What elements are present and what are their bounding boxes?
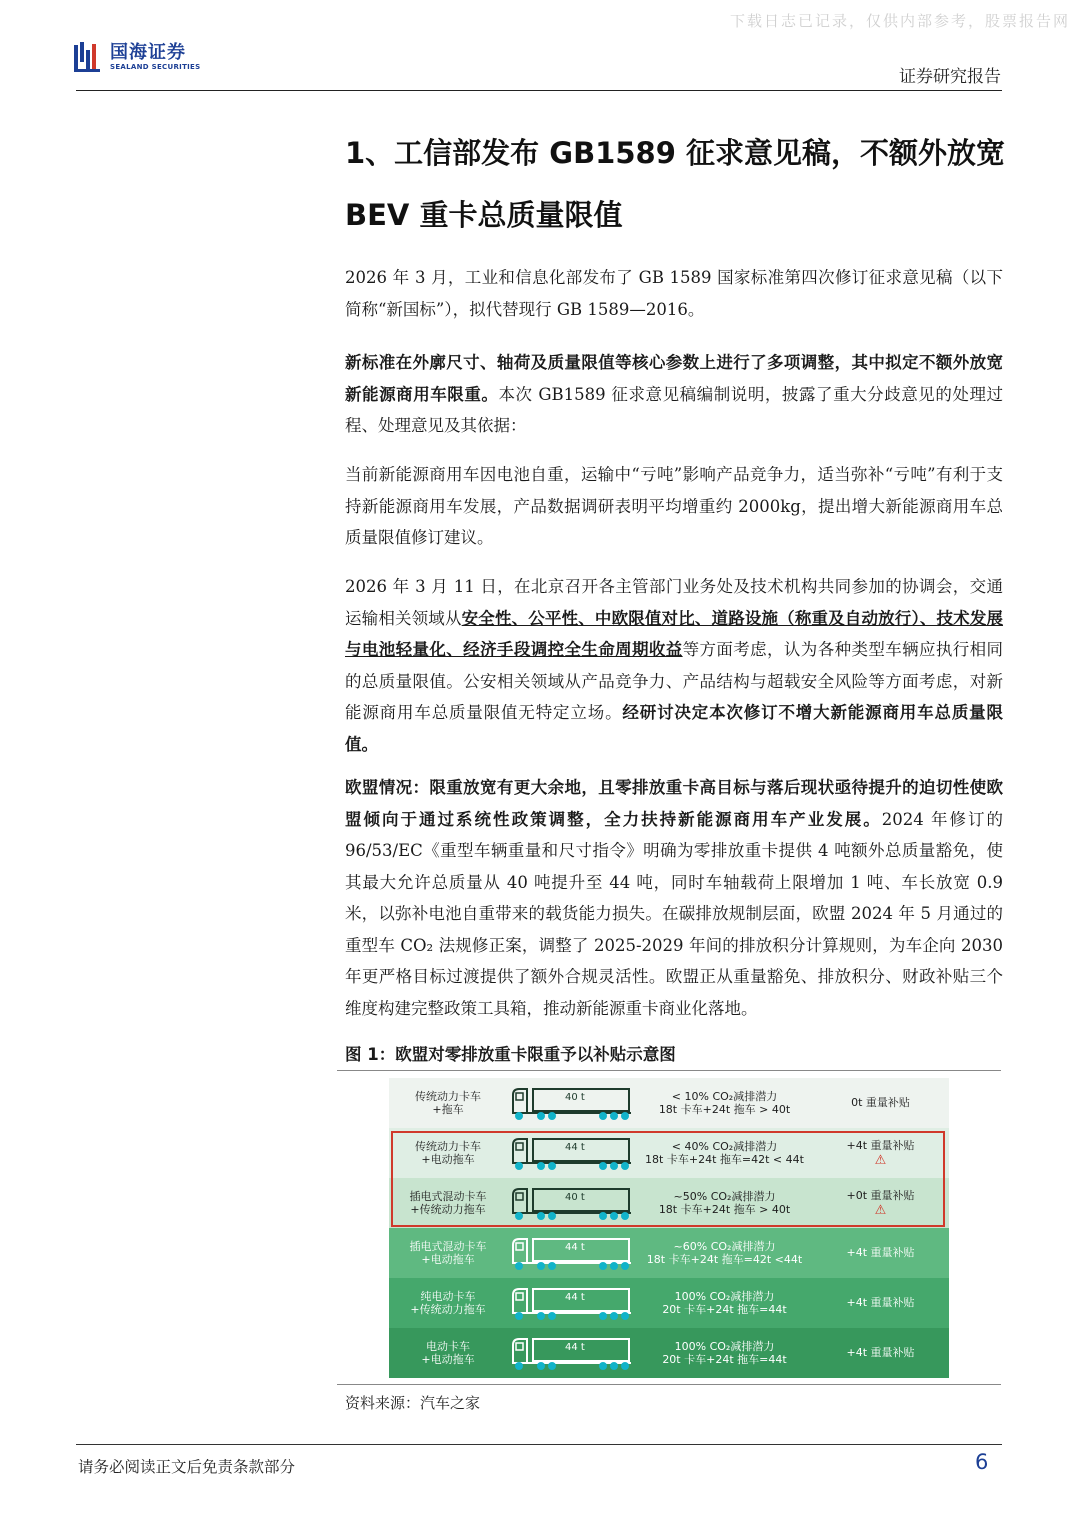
paragraph-3: 当前新能源商用车因电池自重，运输中“亏吨”影响产品竞争力，适当弥补“亏吨”有利于支持新能源商用车发展，产品数据调研表明平均增重约 2000kg，提出增大新能源商用车总质量限值修订建议。	[345, 465, 1003, 547]
company-logo	[74, 42, 200, 72]
weight-bonus-label: +4t 重量补贴	[846, 1346, 915, 1359]
figure-row	[389, 1228, 949, 1278]
paragraph-2	[345, 347, 1003, 442]
row-reduction-info	[637, 1090, 812, 1116]
row-weight-bonus	[812, 1245, 949, 1261]
figure-top-rule	[337, 1070, 1001, 1071]
footer-divider	[76, 1444, 1002, 1445]
paragraph-5	[345, 772, 1003, 1024]
row-weight-bonus	[812, 1095, 949, 1111]
truck-trailer-icon	[507, 1083, 637, 1123]
paragraph-4	[345, 571, 1003, 760]
row-vehicle-label: 插电式混动卡车 +传统动力拖车	[409, 1190, 487, 1216]
truck-weight-label: 40 t	[565, 1192, 585, 1203]
weight-bonus-label: +0t 重量补贴	[846, 1189, 915, 1202]
truck-weight-label: 44 t	[565, 1142, 585, 1153]
paragraph-2-text: 本次 GB1589 征求意见稿编制说明，披露了重大分歧意见的处理过程、处理意见及其依据：	[345, 384, 1004, 435]
figure-row	[389, 1278, 949, 1328]
weight-config: 20t 卡车+24t 拖车=44t	[662, 1353, 787, 1366]
paragraph-4-underlined: 安全性、公平性、中欧限值对比、道路设施（称重及自动放行）、技术发展与电池轻量化、经济手段调控全生命周期收益	[345, 608, 1004, 659]
co2-reduction-potential: ~60% CO₂减排潜力	[673, 1240, 776, 1253]
weight-config: 18t 卡车+24t 拖车=42t < 44t	[645, 1153, 804, 1166]
truck-weight-label: 40 t	[565, 1092, 585, 1103]
logo-mark-icon	[74, 42, 102, 72]
watermark: 下载日志已记录，仅供内部参考，股票报告网	[729, 12, 1070, 30]
truck-weight-label: 44 t	[565, 1242, 585, 1253]
figure-row	[389, 1078, 949, 1128]
page-number: 6	[975, 1450, 989, 1474]
row-weight-bonus	[812, 1295, 949, 1311]
section-title	[345, 122, 1005, 246]
row-reduction-info	[637, 1240, 812, 1266]
footer-disclaimer: 请务必阅读正文后免责条款部分	[78, 1458, 296, 1476]
truck-trailer-icon	[507, 1233, 637, 1273]
truck-weight-label: 44 t	[565, 1342, 585, 1353]
figure-source: 资料来源：汽车之家	[345, 1394, 481, 1412]
weight-bonus-label: +4t 重量补贴	[846, 1246, 915, 1259]
logo-english-name: SEALAND SECURITIES	[110, 63, 201, 71]
row-vehicle-label: 插电式混动卡车 +电动拖车	[409, 1240, 487, 1266]
warning-icon: ⚠	[874, 1153, 887, 1168]
weight-config: 18t 卡车+24t 拖车=42t <44t	[646, 1253, 803, 1266]
row-reduction-info	[637, 1290, 812, 1316]
row-vehicle-label: 传统动力卡车 +电动拖车	[415, 1140, 481, 1166]
logo-chinese-name: 国海证券	[110, 42, 186, 63]
figure-eu-weight-bonus	[389, 1078, 949, 1378]
co2-reduction-potential: 100% CO₂减排潜力	[674, 1290, 775, 1303]
row-vehicle-label: 电动卡车 +电动拖车	[421, 1340, 475, 1366]
paragraph-4-text-b: 等方面考虑，认为各种类型车辆应执行相同的总质量限值。公安相关领域从产品竞争力、产品结构与超载安全风险等方面考虑，对新能源商用车总质量限值无特定立场。	[345, 640, 1004, 722]
paragraph-4-bold: 经研讨决定本次修订不增大新能源商用车总质量限值。	[345, 703, 1004, 754]
co2-reduction-potential: 100% CO₂减排潜力	[674, 1340, 775, 1353]
row-weight-bonus	[812, 1345, 949, 1361]
section-title-line2: BEV 重卡总质量限值	[345, 198, 623, 232]
weight-config: 18t 卡车+24t 拖车 > 40t	[658, 1203, 791, 1216]
weight-bonus-label: +4t 重量补贴	[846, 1139, 915, 1152]
co2-reduction-potential: < 10% CO₂减排潜力	[671, 1090, 778, 1103]
document-type: 证券研究报告	[899, 67, 1001, 87]
paragraph-5-text: 2024 年修订的 96/53/EC《重型车辆重量和尺寸指令》明确为零排放重卡提供 4 吨额外总质量豁免，使其最大允许总质量从 40 吨提升至 44 吨，同时车轴载荷上限增加 1 吨、车长放宽 0.9 米，以弥补电池自重带来的载货能力损失。在碳排放规制层面，欧盟 2024 年 5 月通过的重型车 CO₂ 法规修正案，调整了 2025-2029 年间的排放积分计算规则，为车企向 2030 年更严格目标过渡提供了额外合规灵活性。欧盟正从重量豁免、排放积分、财政补贴三个维度构建完整政策工具箱，推动新能源重卡商业化落地。	[345, 809, 1004, 1018]
paragraph-4-text-a: 2026 年 3 月 11 日，在北京召开各主管部门业务处及技术机构共同参加的协调会，交通运输相关领域从	[345, 577, 1003, 628]
weight-config: 20t 卡车+24t 拖车=44t	[662, 1303, 787, 1316]
paragraph-1: 2026 年 3 月，工业和信息化部发布了 GB 1589 国家标准第四次修订征求意见稿（以下简称“新国标”），拟代替现行 GB 1589—2016。	[345, 268, 1003, 319]
truck-weight-label: 44 t	[565, 1292, 585, 1303]
row-reduction-info	[637, 1340, 812, 1366]
figure-bottom-rule	[337, 1384, 1001, 1385]
figure-row	[389, 1328, 949, 1378]
weight-bonus-label: +4t 重量补贴	[846, 1296, 915, 1309]
row-vehicle-label: 纯电动卡车 +传统动力拖车	[410, 1290, 486, 1316]
paragraph-5-bold: 欧盟情况：限重放宽有更大余地，且零排放重卡高目标与落后现状亟待提升的迫切性使欧盟倾向于通过系统性政策调整，全力扶持新能源商用车产业发展。	[345, 778, 1003, 829]
co2-reduction-potential: ~50% CO₂减排潜力	[673, 1190, 776, 1203]
section-title-line1: 1、工信部发布 GB1589 征求意见稿，不额外放宽	[345, 136, 1005, 170]
header-divider	[76, 90, 1002, 91]
truck-trailer-icon	[507, 1333, 637, 1373]
warning-icon: ⚠	[874, 1203, 887, 1218]
weight-config: 18t 卡车+24t 拖车 > 40t	[658, 1103, 791, 1116]
figure-caption: 图 1：欧盟对零排放重卡限重予以补贴示意图	[345, 1045, 676, 1064]
row-vehicle-label: 传统动力卡车 +拖车	[415, 1090, 481, 1116]
weight-bonus-label: 0t 重量补贴	[851, 1096, 910, 1109]
co2-reduction-potential: < 40% CO₂减排潜力	[671, 1140, 778, 1153]
truck-trailer-icon	[507, 1283, 637, 1323]
highlight-box	[391, 1131, 945, 1227]
paragraph-2-bold: 新标准在外廓尺寸、轴荷及质量限值等核心参数上进行了多项调整，其中拟定不额外放宽新能源商用车限重。	[345, 353, 1003, 404]
